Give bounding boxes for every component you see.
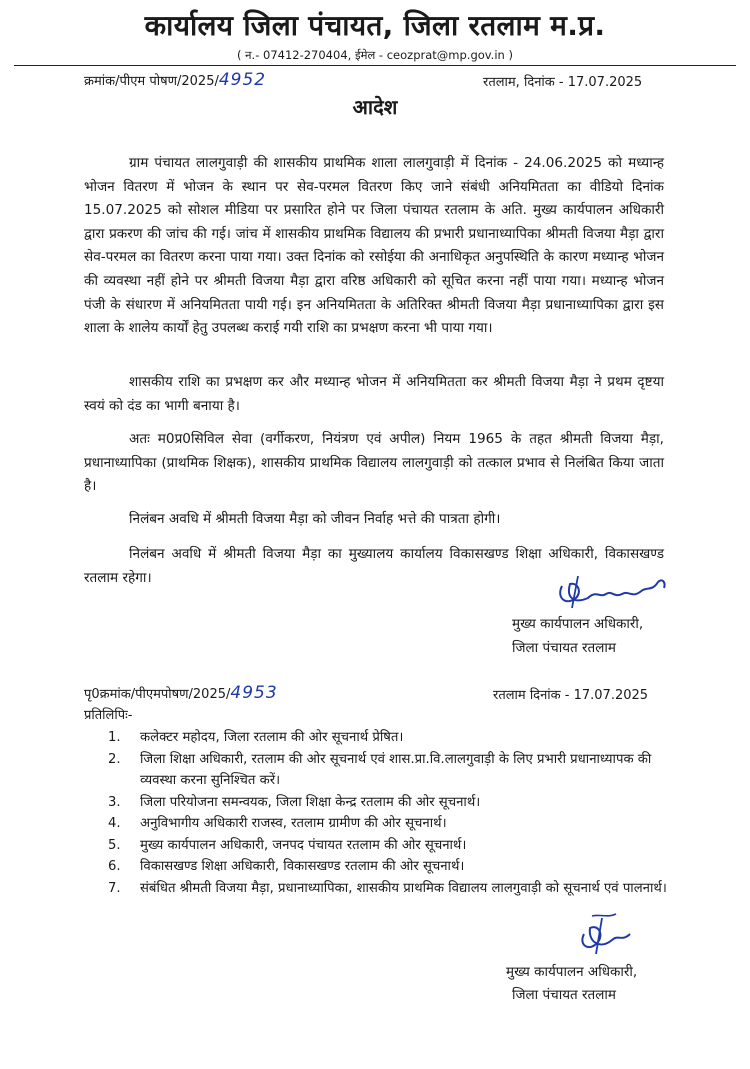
list-item: 4. अनुविभागीय अधिकारी राजस्व, रतलाम ग्रामीण की ओर सूचनार्थ।: [108, 816, 447, 831]
header-divider: [14, 65, 736, 66]
letterhead-contact: ( न.- 07412-270404, ईमेल - ceozprat@mp.gov.in ): [237, 48, 513, 62]
signature-1-scribble: [548, 568, 678, 610]
list-item: 1. कलेक्टर महोदय, जिला रतलाम की ओर सूचनार्थ प्रेषित।: [108, 730, 404, 745]
list-item: 3. जिला परियोजना समन्वयक, जिला शिक्षा केन्द्र रतलाम की ओर सूचनार्थ।: [108, 794, 481, 810]
signature-2-designation: मुख्य कार्यपालन अधिकारी,: [506, 964, 638, 980]
signature-1-designation: मुख्य कार्यपालन अधिकारी,: [512, 616, 644, 632]
order-ref-handwritten-number: 4952: [218, 70, 267, 90]
order-place-date: रतलाम, दिनांक - 17.07.2025: [483, 75, 643, 90]
order-ref-number: [84, 70, 266, 90]
paragraph-2: शासकीय राशि का प्रभक्षण कर और मध्यान्ह भोजन में अनियमितता कर श्रीमती विजया मैड़ा ने प्रथम दृष्टया स्वयं को दंड का भागी बनाया है।: [84, 374, 664, 414]
order-heading: आदेश: [352, 95, 398, 119]
list-item: 7. संबंधित श्रीमती विजया मैड़ा, प्रधानाध्यापिका, शासकीय प्राथमिक विद्यालय लालगुवाड़ी को सूचनार्थ एवं पालनार्थ।: [108, 880, 667, 896]
paragraph-5: निलंबन अवधि में श्रीमती विजया मैड़ा का मुख्यालय कार्यालय विकासखण्ड शिक्षा अधिकारी, विकासखण्ड रतलाम रहेगा।: [84, 546, 664, 586]
copy-ref-handwritten-number: 4953: [230, 683, 278, 703]
letterhead-title: कार्यालय जिला पंचायत, जिला रतलाम म.प्र.: [144, 9, 606, 42]
list-item: 2. जिला शिक्षा अधिकारी, रतलाम की ओर सूचनार्थ एवं शास.प्रा.वि.लालगुवाड़ी के लिए प्रभारी प्रधानाध्यापक की व्यवस्था करना सुनिश्चित करें।: [108, 751, 652, 788]
paragraph-1: ग्राम पंचायत लालगुवाड़ी की शासकीय प्राथमिक शाला लालगुवाड़ी में दिनांक - 24.06.2025 को मध्यान्ह भोजन वितरण में भोजन के स्थान पर सेव-परमल वितरण किए जाने संबंधी अनियमितता का वीडियो दिनांक 15.07.2025 को सोशल मीडिया पर प्रसारित होने पर जिला पंचायत रतलाम के अति. मुख्य कार्यपालन अधिकारी द्वारा प्रकरण की जांच की गई। जांच में शासकीय प्राथमिक विद्यालय की प्रभारी प्रधानाध्यापिका श्रीमती विजया मैड़ा द्वारा सेव-परमल का वितरण करना पाया गया। उक्त दिनांक को रसोईया की अनाधिकृत अनुपस्थिति के कारण मध्यान्ह भोजन की व्यवस्था नहीं होने पर श्रीमती विजया मैड़ा द्वारा वरिष्ठ अधिकारी को सूचित करना नहीं पाया गया। मध्यान्ह भोजन पंजी के संधारण में अनियमितता पायी गई। इन अनियमितता के अतिरिक्त श्रीमती विजया मैड़ा प्रधानाध्यापिका द्वारा इस शाला के शालेय कार्यों हेतु उपलब्ध कराई गयी राशि का प्रभक्षण करना भी पाया गया।: [84, 155, 664, 337]
signature-2-office: जिला पंचायत रतलाम: [512, 987, 616, 1003]
paragraph-3: अतः म0प्र0सिविल सेवा (वर्गीकरण, नियंत्रण एवं अपील) नियम 1965 के तहत श्रीमती विजया मैड़ा, प्रधानाध्यापिका (प्राथमिक शिक्षक), शासकीय प्राथमिक विद्यालय लालगुवाड़ी को तत्काल प्रभाव से निलंबित किया जाता है।: [84, 431, 664, 495]
signature-2-scribble: [572, 912, 642, 956]
copy-list: [108, 727, 678, 899]
copy-ref-prefix: पृ0क्रमांक/पीएमपोषण/2025/: [84, 687, 231, 702]
copy-ref-number: [84, 683, 278, 703]
list-item: 6. विकासखण्ड शिक्षा अधिकारी, विकासखण्ड रतलाम की ओर सूचनार्थ।: [108, 859, 465, 874]
copy-label: प्रतिलिपिः-: [84, 708, 133, 723]
paragraph-4: निलंबन अवधि में श्रीमती विजया मैड़ा को जीवन निर्वाह भत्ते की पात्रता होगी।: [129, 511, 501, 527]
list-item: 5. मुख्य कार्यपालन अधिकारी, जनपद पंचायत रतलाम की ओर सूचनार्थ।: [108, 837, 467, 853]
signature-1-office: जिला पंचायत रतलाम: [512, 640, 616, 656]
copy-place-date: रतलाम दिनांक - 17.07.2025: [493, 688, 649, 703]
order-ref-prefix: क्रमांक/पीएम पोषण/2025/: [84, 74, 219, 89]
